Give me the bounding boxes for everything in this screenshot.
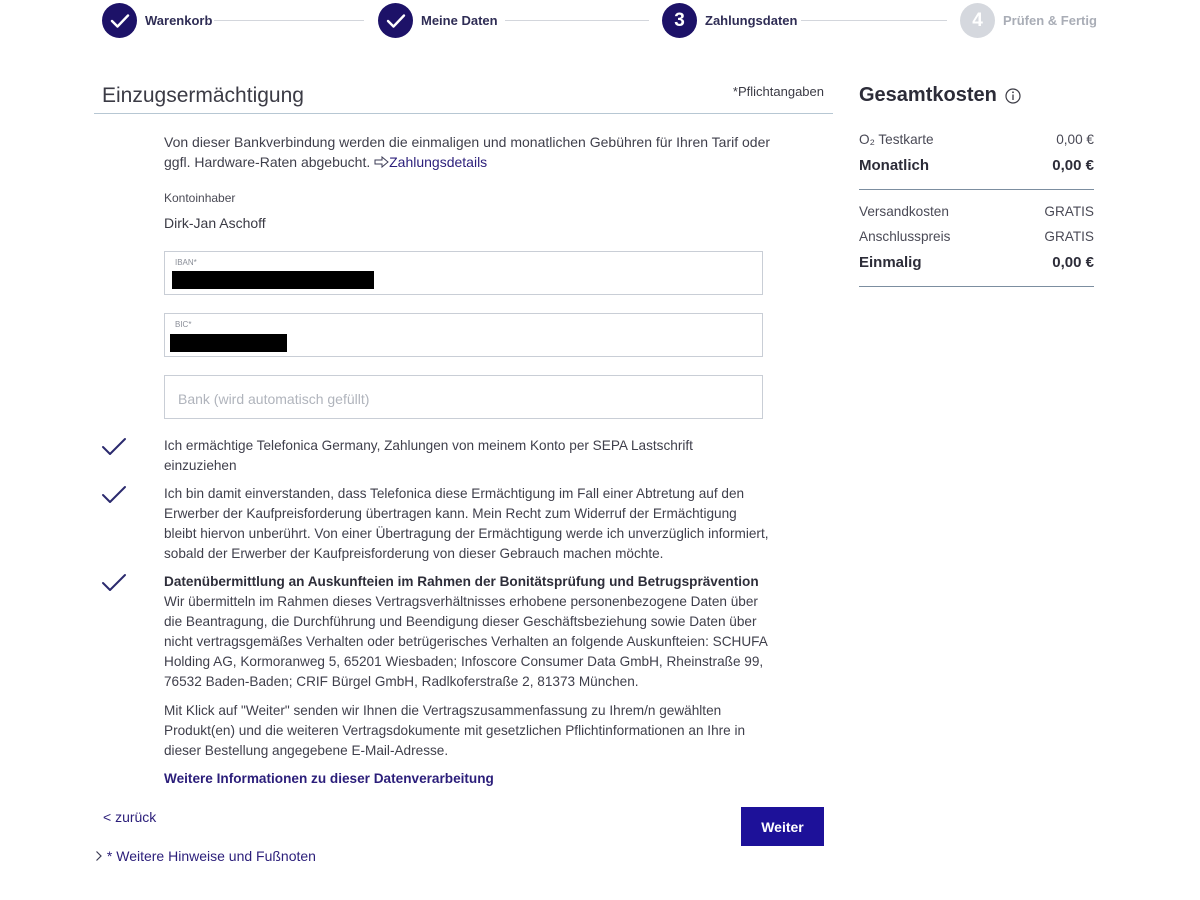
back-link[interactable]: < zurück: [103, 809, 157, 825]
divider: [859, 286, 1094, 287]
step-label: Zahlungsdaten: [705, 13, 798, 28]
checkmark-icon[interactable]: [100, 572, 128, 594]
onetime-total-row: [859, 254, 1094, 271]
account-holder-value: Dirk-Jan Aschoff: [164, 215, 266, 231]
checkmark-icon[interactable]: [100, 436, 128, 458]
cost-summary-heading: Gesamtkosten: [859, 84, 997, 106]
monthly-total-label: Monatlich: [859, 157, 929, 174]
info-icon[interactable]: [1005, 88, 1021, 104]
footnotes-label: * Weitere Hinweise und Fußnoten: [106, 848, 316, 864]
step-label: Meine Daten: [421, 13, 498, 28]
cost-row: [859, 229, 1094, 244]
bic-label: BIC*: [175, 320, 192, 329]
section-header: [94, 78, 833, 114]
iban-label: IBAN*: [175, 258, 197, 267]
consent-content: [164, 572, 769, 692]
stepper-connector: [214, 20, 364, 21]
arrow-right-icon: [374, 156, 389, 168]
checkout-stepper: [0, 0, 1200, 44]
intro-text: Von dieser Bankverbindung werden die einmaligen und monatlichen Gebühren für Ihren Tarif oder ggfl. Hardware-Raten abgebucht.: [164, 134, 771, 170]
cost-label: Anschlusspreis: [859, 229, 951, 244]
required-note: *Pflichtangaben: [732, 84, 824, 99]
step-pruefen-fertig: [960, 3, 1097, 38]
bic-redacted-value: [170, 334, 287, 352]
onetime-total-label: Einmalig: [859, 254, 922, 271]
cost-summary-title: [859, 84, 1094, 107]
account-holder-label: Kontoinhaber: [164, 191, 236, 205]
consent-text: Ich bin damit einverstanden, dass Telefonica diese Ermächtigung im Fall einer Abtretung auf den Erwerber der Kaufpreisforderung übertragen kann. Mein Recht zum Widerruf der Ermächtigung bleibt hiervon unberührt. Von einer Übertragung der Ermächtigung werde ich unverzüglich informiert, sobald der Erwerber der Kaufpreisforderung von dieser Gebrauch machen möchte.: [164, 486, 769, 561]
more-info-link[interactable]: Weitere Informationen zu dieser Datenverarbeitung: [164, 771, 494, 786]
cost-value: GRATIS: [1044, 229, 1094, 244]
consent-text: Ich ermächtige Telefonica Germany, Zahlungen von meinem Konto per SEPA Lastschrift einzuziehen: [164, 438, 693, 473]
chevron-right-icon: [95, 850, 103, 862]
cost-row: [859, 132, 1094, 147]
step-number: 4: [960, 3, 995, 38]
step-meine-daten[interactable]: [378, 3, 498, 38]
summary-paragraph: Mit Klick auf "Weiter" senden wir Ihnen die Vertragszusammenfassung zu Ihrem/n gewählten Produkt(en) und die weiteren Vertragsdokumente mit gesetzlichen Pflichtinformationen an Ihre in dieser Bestellung angegebene E-Mail-Adresse.: [164, 703, 746, 758]
step-label: Warenkorb: [145, 13, 213, 28]
next-button[interactable]: Weiter: [741, 807, 824, 846]
cost-label: Versandkosten: [859, 204, 949, 219]
iban-redacted-value: [172, 271, 374, 289]
cost-value: 0,00 €: [1056, 132, 1094, 147]
footnotes-link[interactable]: [95, 848, 316, 864]
iban-field[interactable]: [164, 251, 763, 295]
intro-paragraph: [164, 132, 774, 172]
cost-row: [859, 204, 1094, 219]
step-number: 3: [662, 3, 697, 38]
step-zahlungsdaten: [662, 3, 797, 38]
check-icon: [102, 3, 137, 38]
bank-placeholder: Bank (wird automatisch gefüllt): [178, 391, 370, 407]
bic-field[interactable]: [164, 313, 763, 357]
onetime-total-value: 0,00 €: [1052, 254, 1094, 271]
consent-title: Datenübermittlung an Auskunfteien im Rahmen der Bonitätsprüfung und Betrugsprävention: [164, 574, 759, 589]
checkmark-icon[interactable]: [100, 484, 128, 506]
bank-field[interactable]: [164, 375, 763, 419]
step-label: Prüfen & Fertig: [1003, 13, 1097, 28]
cost-label: O₂ Testkarte: [859, 132, 934, 147]
payment-details-label: Zahlungsdetails: [389, 154, 488, 170]
monthly-total-value: 0,00 €: [1052, 157, 1094, 174]
cost-summary: [859, 84, 1094, 271]
payment-details-link[interactable]: [374, 154, 487, 170]
stepper-connector: [505, 20, 649, 21]
cost-value: GRATIS: [1044, 204, 1094, 219]
check-icon: [378, 3, 413, 38]
page-title: Einzugsermächtigung: [102, 84, 304, 107]
step-warenkorb[interactable]: [102, 3, 212, 38]
monthly-total-row: [859, 157, 1094, 174]
consent-text: Wir übermitteln im Rahmen dieses Vertragsverhältnisses erhobene personenbezogene Daten über die Beantragung, die Durchführung und Beendigung dieser Geschäftsbeziehung sowie Daten über nicht vertragsgemäßes Verhalten oder betrügerisches Verhalten an folgende Auskunfteien: SCHUFA Holding AG, Kormoranweg 5, 65201 Wiesbaden; Infoscore Consumer Data GmbH, Rheinstraße 99, 76532 Baden-Baden; CRIF Bürgel GmbH, Radlkoferstraße 2, 81373 München.: [164, 594, 768, 689]
divider: [859, 189, 1094, 190]
stepper-connector: [801, 20, 947, 21]
